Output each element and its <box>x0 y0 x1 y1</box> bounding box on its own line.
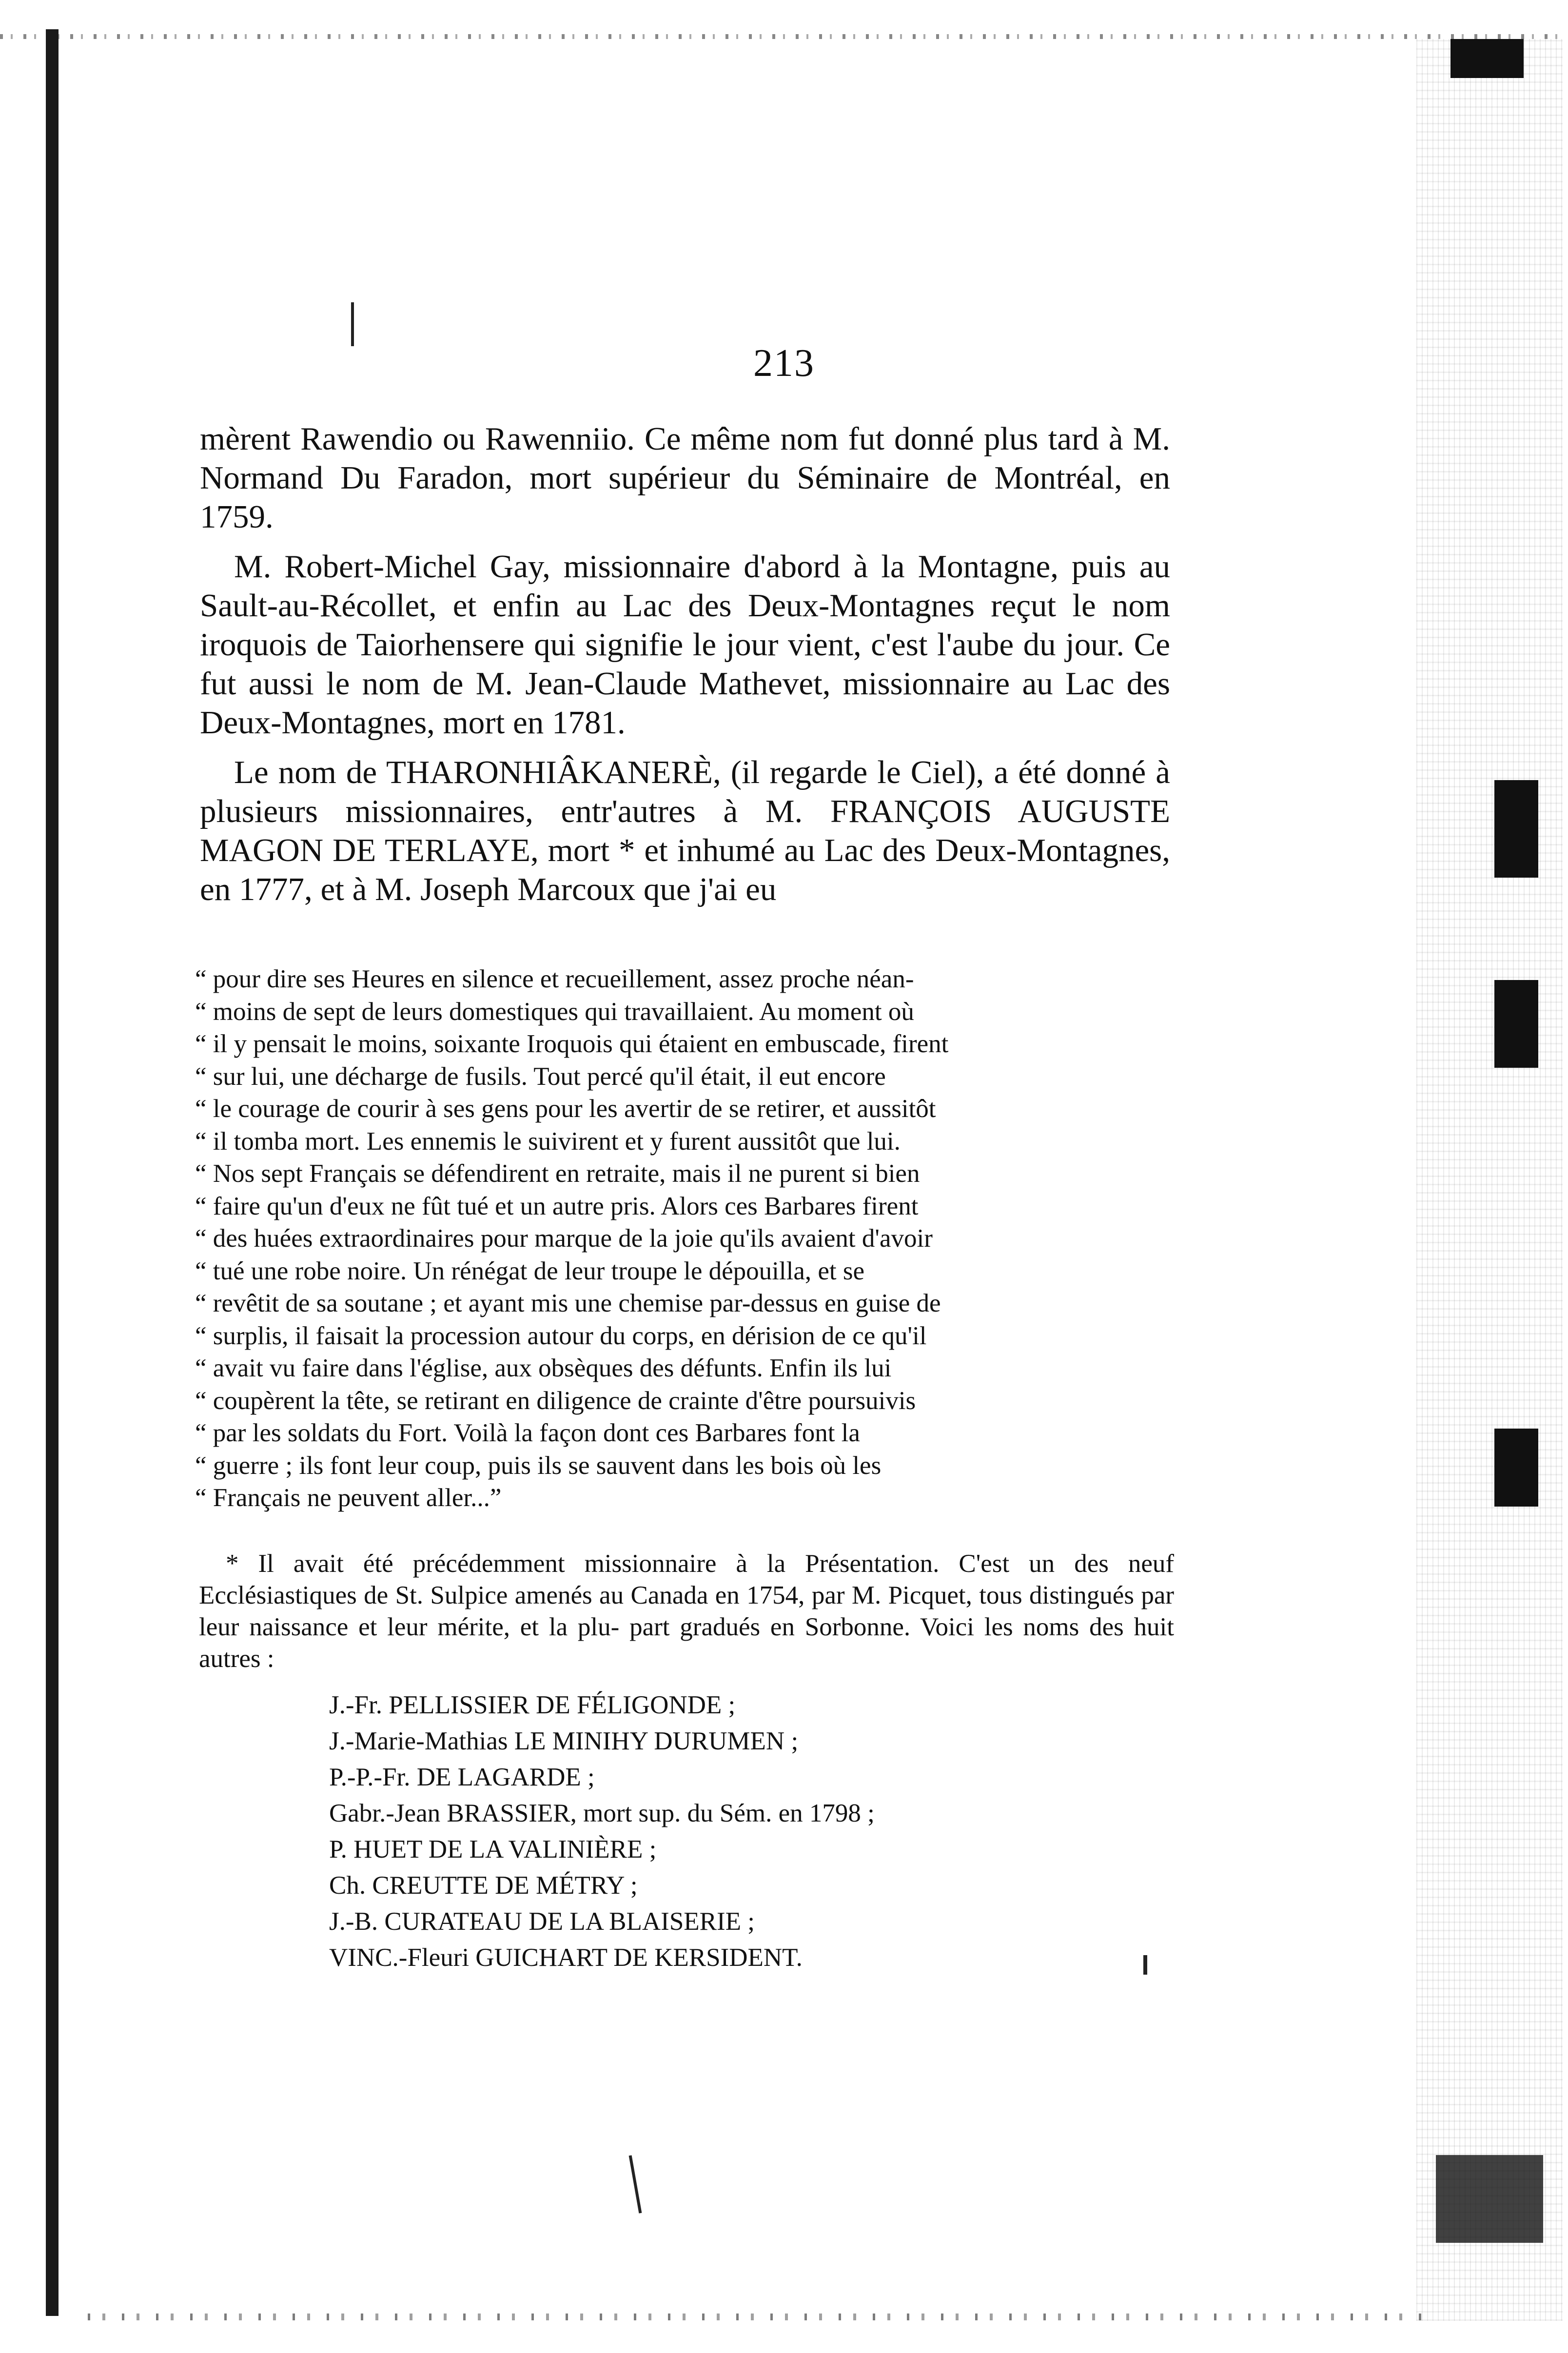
name-entry: Gabr.-Jean BRASSIER, mort sup. du Sém. en 1798 ; <box>329 1799 875 1827</box>
quote-line: “ Français ne peuvent aller...” <box>195 1484 502 1512</box>
page-number: 213 <box>753 342 815 385</box>
quote-line: “ des huées extraordinaires pour marque de la joie qu'ils avaient d'avoir <box>195 1224 933 1253</box>
name-entry: P. HUET DE LA VALINIÈRE ; <box>329 1835 657 1863</box>
quote-line: “ pour dire ses Heures en silence et recueillement, assez proche néan- <box>195 965 914 993</box>
text-line: des neuf Ecclésiastiques de St. Sulpice amenés au Canada en 1754, par <box>199 1549 1175 1609</box>
scan-edge-bottom <box>88 2314 1433 2320</box>
text-line: mèrent Rawendio ou Rawenniio. Ce même nom fut donné plus <box>200 421 1039 457</box>
quote-line: “ il tomba mort. Les ennemis le suivirent et y furent aussitôt que lui. <box>195 1127 901 1156</box>
name-entry: J.-Marie-Mathias LE MINIHY DURUMEN ; <box>329 1727 799 1755</box>
text-line: reçut le nom iroquois de Taiorhensere qui signifie le jour vient, <box>200 588 1171 663</box>
scan-edge-top <box>0 34 1568 39</box>
text-line: Deux-Montagnes, en 1777, et à M. Joseph Marcoux que j'ai eu <box>200 832 1171 907</box>
scan-blot <box>1494 980 1538 1068</box>
name-entry: P.-P.-Fr. DE LAGARDE ; <box>329 1763 595 1791</box>
text-line: AUGUSTE MAGON DE TERLAYE, mort * et inhumé au Lac des <box>200 793 1170 868</box>
quote-line: “ tué une robe noire. Un rénégat de leur troupe le dépouilla, et se <box>195 1256 865 1285</box>
stray-mark <box>629 2155 642 2213</box>
text-line: puis au Sault-au-Récollet, et enfin au Lac des Deux-Montagnes <box>200 549 1171 624</box>
quote-line: “ moins de sept de leurs domestiques qui travaillaient. Au moment où <box>195 997 914 1026</box>
text-line: part gradués en Sorbonne. Voici les noms des huit autres : <box>199 1613 1174 1673</box>
quote-line: “ coupèrent la tête, se retirant en diligence de crainte d'être poursuivis <box>195 1386 916 1415</box>
quote-line: “ Nos sept Français se défendirent en retraite, mais il ne purent si bien <box>195 1159 920 1188</box>
quote-line: “ faire qu'un d'eux ne fût tué et un autre pris. Alors ces Barbares firent <box>195 1192 919 1220</box>
name-entry: J.-B. CURATEAU DE LA BLAISERIE ; <box>329 1907 755 1936</box>
quote-line: “ avait vu faire dans l'église, aux obsèques des défunts. Enfin ils lui <box>195 1354 892 1382</box>
quote-line: “ surplis, il faisait la procession autour du corps, en dérision de ce qu'il <box>195 1321 927 1350</box>
body-text <box>200 419 1170 920</box>
text-line: donné à plusieurs missionnaires, entr'autres à M. FRANÇOIS <box>200 754 1170 829</box>
scan-blot <box>1494 780 1538 878</box>
text-line: c'est l'aube du jour. Ce fut aussi le nom de M. Jean-Claude <box>200 627 1171 702</box>
text-line: * Il avait été précédemment missionnaire à la Présentation. C'est un <box>226 1549 1055 1578</box>
quote-line: “ par les soldats du Fort. Voilà la façon dont ces Barbares font la <box>195 1419 860 1447</box>
footnote <box>199 1548 1174 1675</box>
text-line: tard à M. Normand Du Faradon, mort supérieur du Séminaire <box>200 421 1171 496</box>
scan-blot <box>1450 39 1524 78</box>
text-line: Le nom de THARONHIÂKANERÈ, (il regarde le Ciel), a été <box>234 754 1057 790</box>
quote-line: “ le courage de courir à ses gens pour les avertir de se retirer, et aussitôt <box>195 1095 936 1123</box>
name-entry: Ch. CREUTTE DE MÉTRY ; <box>329 1871 638 1900</box>
text-line: M. Picquet, tous distingués par leur naissance et leur mérite, et la plu- <box>199 1581 1175 1641</box>
scan-blot <box>1494 1429 1538 1507</box>
quote-line: “ revêtit de sa soutane ; et ayant mis une chemise par-dessus en guise de <box>195 1289 941 1317</box>
quote-line: “ sur lui, une décharge de fusils. Tout percé qu'il était, il eut encore <box>195 1062 886 1091</box>
stray-mark <box>351 302 354 346</box>
names-list <box>329 1687 1207 1976</box>
footnote-text <box>199 1548 1174 1675</box>
name-entry: VINC.-Fleuri GUICHART DE KERSIDENT. <box>329 1943 803 1972</box>
quote-line: “ guerre ; ils font leur coup, puis ils se sauvent dans les bois où les <box>195 1451 882 1480</box>
quoted-passage <box>195 963 1175 1514</box>
text-line: Mathevet, missionnaire au Lac des Deux-Montagnes, mort <box>200 666 1170 741</box>
stray-mark <box>1143 1955 1147 1975</box>
quote-line: “ il y pensait le moins, soixante Iroquois qui étaient en embuscade, firent <box>195 1030 949 1058</box>
text-line: M. Robert-Michel Gay, missionnaire d'abord à la Montagne, <box>234 549 1059 585</box>
text-line: en 1781. <box>512 705 626 741</box>
paragraph-3 <box>200 753 1170 909</box>
paragraph-1 <box>200 419 1170 536</box>
text-line: de Montréal, en 1759. <box>200 460 1170 535</box>
scan-blot <box>1436 2155 1543 2243</box>
paragraph-2 <box>200 547 1170 742</box>
name-entry: J.-Fr. PELLISSIER DE FÉLIGONDE ; <box>329 1691 736 1719</box>
